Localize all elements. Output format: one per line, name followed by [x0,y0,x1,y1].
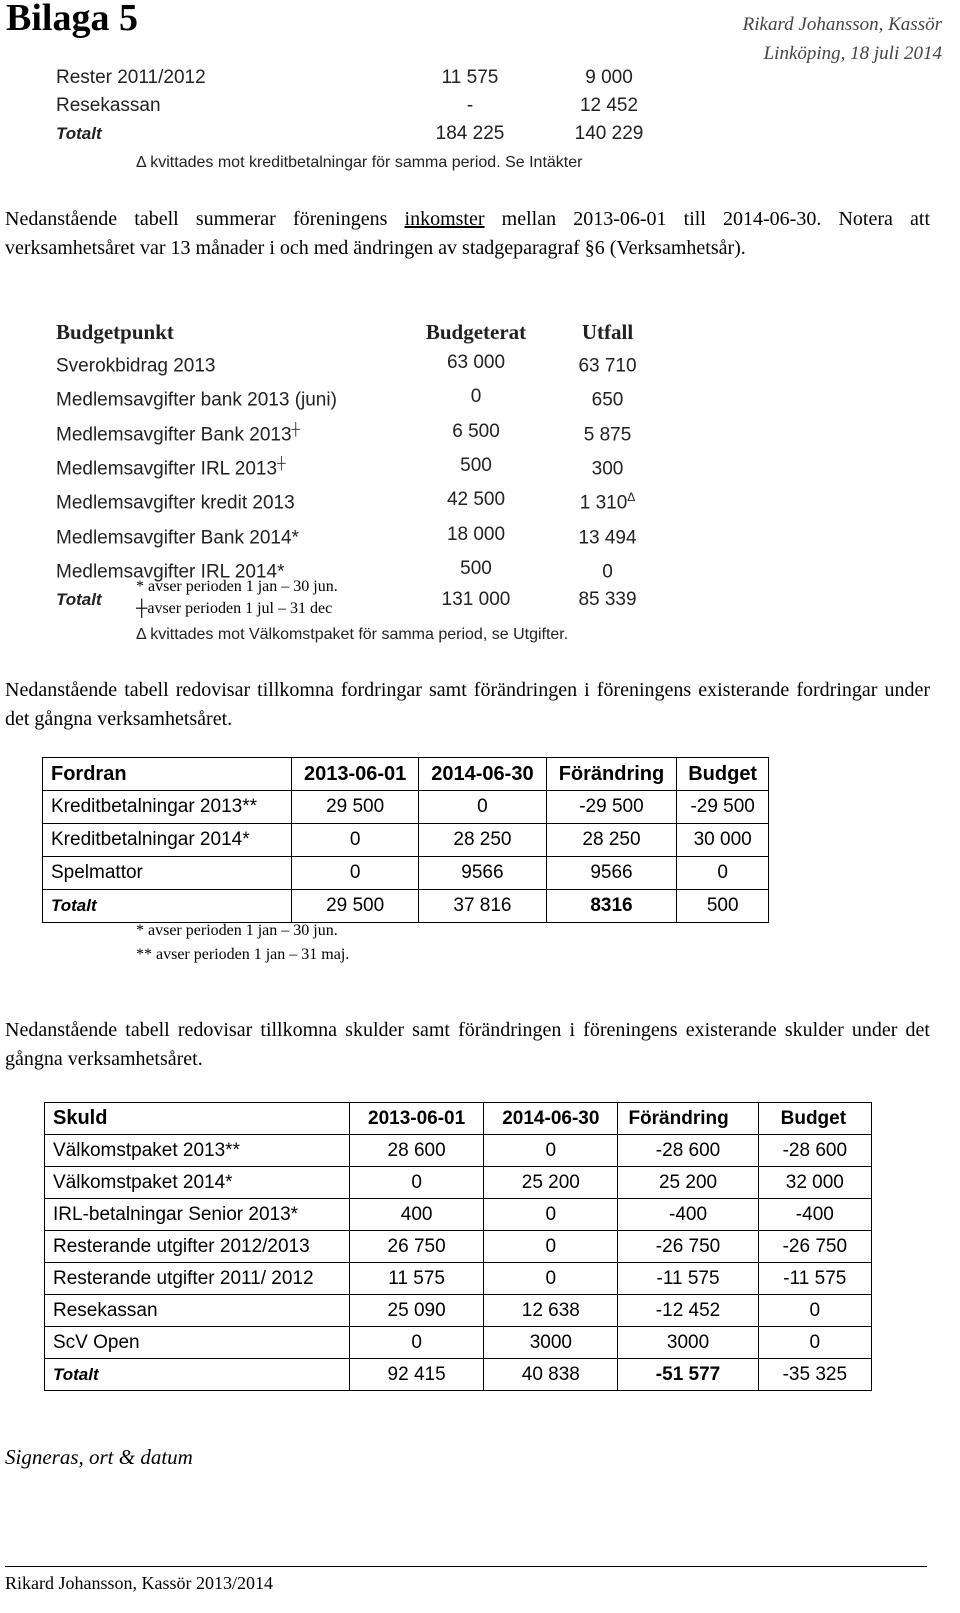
column-header: Budgetpunkt [56,320,174,344]
cell-label: Välkomstpaket 2014* [45,1167,350,1199]
cell-value: 500 [460,455,492,477]
cell-label: Medlemsavgifter Bank 2013 [56,423,292,445]
cell-value: -12 452 [618,1295,758,1327]
receivables-paragraph: Nedanstående tabell redovisar tillkomna fordringar samt förändringen i föreningens existerande fordringar under det gångna verksamhetsåret. [5,679,930,730]
cell-label: Kreditbetalningar 2013** [43,791,292,824]
cell-value: -28 600 [618,1135,758,1167]
cell-value: -26 750 [618,1231,758,1263]
footnote-mark: Δ [627,490,636,505]
cell-value: -11 575 [758,1263,871,1295]
cell-value: -26 750 [758,1231,871,1263]
cell-value: 29 500 [292,890,419,923]
table-row [44,64,676,92]
cell-value: 184 225 [435,123,505,144]
footnote-mark: ┼ [291,421,301,436]
cell-value: -51 577 [618,1359,758,1391]
cell-label: Medlemsavgifter IRL 2014* [56,561,285,583]
debts-paragraph: Nedanstående tabell redovisar tillkomna skulder samt förändringen i föreningens existerande skulder under det gångna verksamhetsåret. [5,1019,930,1070]
cell-label: Totalt [45,1359,350,1391]
cell-value: 9 000 [585,67,633,88]
cell-value: 26 750 [350,1231,484,1263]
cell-label: Sverokbidrag 2013 [56,355,216,377]
cell-value: -11 575 [618,1263,758,1295]
cell-value: - [466,95,474,116]
cell-value: -400 [758,1199,871,1231]
table-header-row [44,318,667,346]
receivables-table [42,757,769,923]
cell-value: 140 229 [574,123,644,144]
cell-value: 25 090 [350,1295,484,1327]
debts-table [44,1102,872,1391]
cell-label: Totalt [43,890,292,923]
cell-value: 32 000 [758,1167,871,1199]
table-row [45,1135,872,1167]
footnote: * avser perioden 1 jan – 30 jun. [136,922,338,939]
table-row [44,483,667,517]
cell-value: -29 500 [546,791,677,824]
column-header: Förändring [546,758,677,791]
column-header: 2013-06-01 [292,758,419,791]
cell-value: 11 575 [350,1263,484,1295]
cell-value: 5 875 [583,423,632,445]
cell-label: Resterande utgifter 2011/ 2012 [45,1263,350,1295]
cell-value: 400 [350,1199,484,1231]
table-row [44,380,667,414]
cell-value: 500 [677,890,769,923]
cell-value: -35 325 [758,1359,871,1391]
signature-line [5,1566,927,1567]
cell-label: Medlemsavgifter IRL 2013 [56,458,278,480]
cell-value: 63 710 [578,355,637,377]
cell-value: 9566 [419,857,546,890]
cell-value: 8316 [546,890,677,923]
table-row-total [45,1359,872,1391]
cell-label: Kreditbetalningar 2014* [43,824,292,857]
column-header: Budget [677,758,769,791]
cell-value: 0 [602,561,613,583]
cell-label: Medlemsavgifter kredit 2013 [56,492,295,514]
cell-value: 28 250 [546,824,677,857]
cell-value: 0 [758,1295,871,1327]
cell-value: 6 500 [452,420,500,442]
table-header-row [43,758,769,791]
cell-label: Resekassan [56,95,161,116]
cell-value: 300 [591,458,624,480]
cell-value: 0 [484,1135,618,1167]
income-footnotes [136,576,338,620]
footnote: * avser perioden 1 jan – 30 jun. [136,578,338,595]
table-row [45,1167,872,1199]
cell-value: 0 [677,857,769,890]
author-name: Rikard Johansson, Kassör [742,14,942,35]
cell-value: 12 638 [484,1295,618,1327]
cell-value: 13 494 [578,526,637,548]
table-row [45,1199,872,1231]
text: Nedanstående tabell summerar föreningens [5,208,405,230]
rester-note: Δ kvittades mot kreditbetalningar för samma period. Se Intäkter [136,154,583,171]
column-header: Fordran [43,758,292,791]
cell-value: 9566 [546,857,677,890]
table-header-row [45,1103,872,1135]
intro-paragraph [5,205,930,263]
cell-value: 0 [758,1327,871,1359]
footnote-mark: ┼ [277,455,286,470]
cell-value: 40 838 [484,1359,618,1391]
cell-label: IRL-betalningar Senior 2013* [45,1199,350,1231]
cell-value: -400 [618,1199,758,1231]
column-header: Budget [758,1103,871,1135]
cell-label: ScV Open [45,1327,350,1359]
cell-value: 12 452 [579,95,639,116]
cell-label: Medlemsavgifter bank 2013 (juni) [56,389,337,411]
table-row-total [43,890,769,923]
cell-value: 0 [350,1327,484,1359]
cell-value: 37 816 [419,890,546,923]
cell-value: 500 [460,558,492,580]
cell-value: 0 [350,1167,484,1199]
column-header: Budgeterat [425,320,527,344]
page-title: Bilaga 5 [6,0,138,39]
rester-table [44,64,676,148]
column-header: 2014-06-30 [484,1103,618,1135]
cell-value: 85 339 [578,589,637,611]
table-row [45,1263,872,1295]
table-row [44,346,667,380]
cell-label: Totalt [56,590,102,610]
cell-value: 11 575 [441,67,499,88]
cell-label: Medlemsavgifter Bank 2014* [56,526,299,548]
cell-value: 28 250 [419,824,546,857]
footnote: ** avser perioden 1 jan – 31 maj. [136,946,350,963]
table-row-total [44,120,676,148]
text: mellan 2013-06-01 till 2014-06-30. Notera att verksamhetsåret var 13 månader i och med ändringen av stadgeparagraf §6 (Verksamhetsår). [5,208,930,259]
table-row [45,1327,872,1359]
cell-value: 0 [292,824,419,857]
column-header: 2013-06-01 [350,1103,484,1135]
cell-value: 0 [470,386,482,408]
cell-value: 0 [484,1231,618,1263]
cell-label: Välkomstpaket 2013** [45,1135,350,1167]
column-header: 2014-06-30 [419,758,546,791]
table-row [44,92,676,120]
table-row [43,791,769,824]
cell-value: 18 000 [446,523,506,545]
cell-value: 650 [591,389,624,411]
cell-label: Rester 2011/2012 [56,67,206,88]
table-row [44,415,667,449]
income-footnote-delta: Δ kvittades mot Välkomstpaket för samma period, se Utgifter. [136,626,569,643]
cell-value: 30 000 [677,824,769,857]
author-place-date: Linköping, 18 juli 2014 [763,43,942,64]
cell-label: Resekassan [45,1295,350,1327]
cell-value: 25 200 [618,1167,758,1199]
table-row [43,824,769,857]
cell-value: 28 600 [350,1135,484,1167]
column-header: Skuld [45,1103,350,1135]
table-row [43,857,769,890]
column-header: Utfall [581,320,634,344]
cell-value: 3000 [484,1327,618,1359]
cell-label: Spelmattor [43,857,292,890]
cell-value: 131 000 [441,589,511,611]
table-row [45,1295,872,1327]
footnote: ┼avser perioden 1 jul – 31 dec [136,600,333,617]
underlined-text: inkomster [404,208,485,230]
cell-value: 0 [292,857,419,890]
cell-value: 29 500 [292,791,419,824]
table-row [45,1231,872,1263]
cell-value: 63 000 [446,352,506,374]
cell-value: -28 600 [758,1135,871,1167]
author-block [743,10,942,68]
table-row [44,518,667,552]
footer-text: Rikard Johansson, Kassör 2013/2014 [5,1573,273,1593]
cell-value: 3000 [618,1327,758,1359]
cell-value: 92 415 [350,1359,484,1391]
cell-label: Resterande utgifter 2012/2013 [45,1231,350,1263]
signature-label: Signeras, ort & datum [5,1445,193,1469]
cell-value: 0 [484,1263,618,1295]
column-header: Förändring [618,1103,758,1135]
cell-value: 0 [419,791,546,824]
receivables-footnotes [136,919,349,967]
cell-value: 42 500 [446,489,506,511]
table-row [44,449,667,483]
cell-value: 25 200 [484,1167,618,1199]
cell-value: 1 310 [579,492,628,514]
income-table [44,318,667,614]
cell-value: -29 500 [677,791,769,824]
cell-label: Totalt [56,124,102,143]
cell-value: 0 [484,1199,618,1231]
